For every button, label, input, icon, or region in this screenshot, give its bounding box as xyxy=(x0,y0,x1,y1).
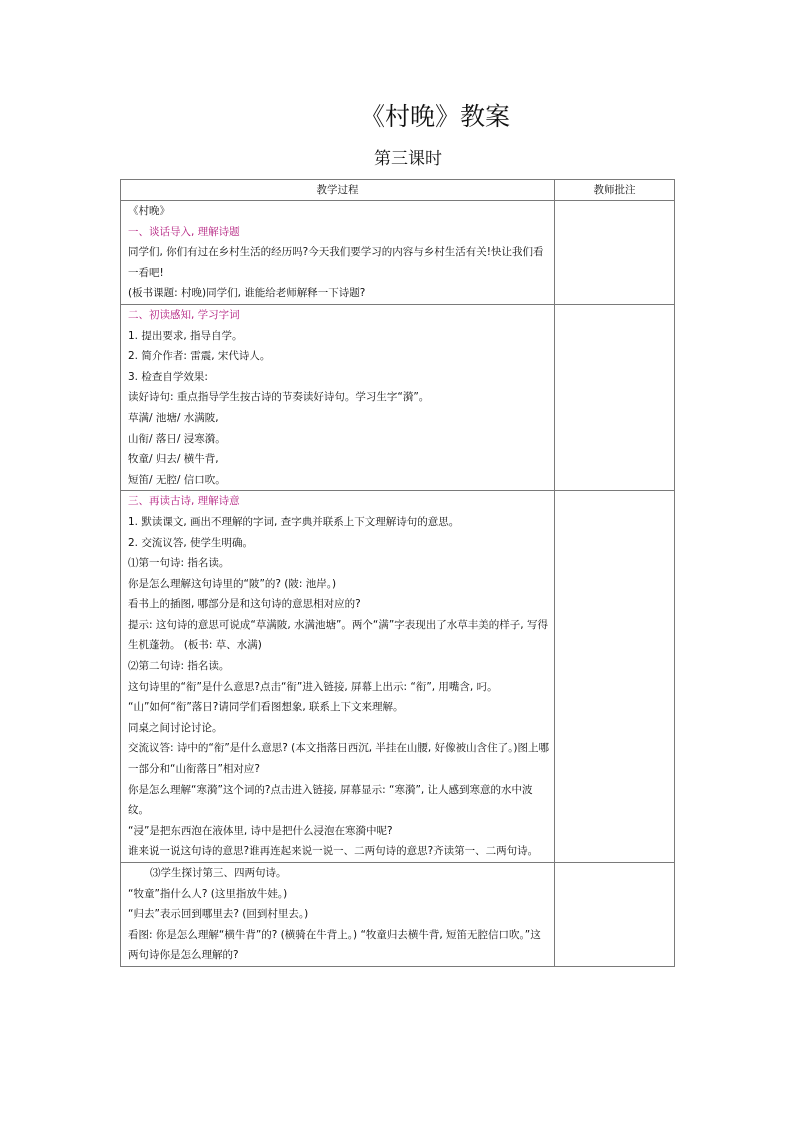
content-line: 看图: 你是怎么理解“横牛背”的? (横骑在牛背上。) “牧童归去横牛背, 短笛无腔信口吹。”这两句诗你是怎么理解的? xyxy=(128,928,541,962)
section-heading: 二、初读感知, 学习字词 xyxy=(128,308,240,321)
content-line: 你是怎么理解“寒漪”这个词的?点击进入链接, 屏幕显示: “寒漪”, 让人感到寒意的水中波纹。 xyxy=(128,783,533,817)
content-line: “牧童”指什么人? (这里指放牛娃。) xyxy=(128,887,288,900)
teacher-notes-cell[interactable] xyxy=(555,304,675,490)
content-line: 山衔/ 落日/ 浸寒漪。 xyxy=(128,432,226,445)
teaching-process-cell xyxy=(121,201,555,305)
teaching-process-cell xyxy=(121,863,555,967)
teacher-notes-cell[interactable] xyxy=(555,491,675,863)
table-row xyxy=(121,863,675,967)
teacher-notes-cell[interactable] xyxy=(555,201,675,305)
content-line: 1. 提出要求, 指导自学。 xyxy=(128,329,243,342)
content-line: 《村晚》 xyxy=(128,205,170,217)
content-line: 提示: 这句诗的意思可说成“草满陂, 水满池塘”。两个“满”字表现出了水草丰美的样子, 写得生机蓬勃。 (板书: 草、水满) xyxy=(128,618,548,652)
content-line: 短笛/ 无腔/ 信口吹。 xyxy=(128,473,226,486)
section-heading: 三、再读古诗, 理解诗意 xyxy=(128,495,240,508)
header-teaching-process: 教学过程 xyxy=(121,180,555,201)
content-line: 交流议答: 诗中的“衔”是什么意思? (本文指落日西沉, 半挂在山腰, 好像被山含住了。)图上哪一部分和“山衔落日”相对应? xyxy=(128,742,549,776)
teaching-process-cell xyxy=(121,491,555,863)
table-body xyxy=(121,201,675,967)
teacher-notes-cell[interactable] xyxy=(555,863,675,967)
content-line: (板书课题: 村晚)同学们, 谁能给老师解释一下诗题? xyxy=(128,287,366,300)
content-line: ⑵第二句诗: 指名读。 xyxy=(128,660,230,673)
content-line: 同学们, 你们有过在乡村生活的经历吗?今天我们要学习的内容与乡村生活有关!快让我们看一看吧! xyxy=(128,246,544,279)
content-line: 牧童/ 归去/ 横牛背, xyxy=(128,453,219,466)
content-line: “浸”是把东西泡在液体里, 诗中是把什么浸泡在寒漪中呢? xyxy=(128,824,393,837)
content-line: “山”如何“衔”落日?请同学们看图想象, 联系上下文来理解。 xyxy=(128,701,404,714)
content-line: 你是怎么理解这句诗里的“陂”的? (陂: 池岸。) xyxy=(128,577,337,590)
content-line: 谁来说一说这句诗的意思?谁再连起来说一说一、二两句诗的意思?齐读第一、二两句诗。 xyxy=(128,845,539,858)
document-title: 《村晚》教案 xyxy=(360,102,511,131)
teaching-process-cell xyxy=(121,304,555,490)
content-line: 看书上的插图, 哪部分是和这句诗的意思相对应的? xyxy=(128,598,361,611)
table-row xyxy=(121,304,675,490)
content-line: 2. 交流议答, 使学生明确。 xyxy=(128,536,254,549)
content-line: 这句诗里的“衔”是什么意思?点击“衔”进入链接, 屏幕上出示: “衔”, 用嘴含, 叼。 xyxy=(128,680,498,693)
document-subtitle: 第三课时 xyxy=(374,149,442,169)
header-teacher-notes: 教师批注 xyxy=(555,180,675,201)
content-line: “归去”表示回到哪里去? (回到村里去。) xyxy=(128,908,309,921)
table-row xyxy=(121,491,675,863)
content-line: 读好诗句: 重点指导学生按古诗的节奏读好诗句。学习生字“漪”。 xyxy=(128,391,430,404)
lesson-plan-table xyxy=(120,179,675,967)
content-line: 1. 默读课文, 画出不理解的字词, 查字典并联系上下文理解诗句的意思。 xyxy=(128,515,460,528)
content-line: 2. 简介作者: 雷震, 宋代诗人。 xyxy=(128,350,271,363)
table-row xyxy=(121,201,675,305)
table-header-row xyxy=(121,180,675,201)
content-line: ⑴第一句诗: 指名读。 xyxy=(128,557,230,570)
section-heading: 一、谈话导入, 理解诗题 xyxy=(128,225,240,238)
content-line: 同桌之间讨论讨论。 xyxy=(128,721,223,734)
content-line: ⑶学生探讨第三、四两句诗。 xyxy=(150,867,287,879)
content-line: 草满/ 池塘/ 水满陂, xyxy=(128,411,219,424)
content-line: 3. 检查自学效果: xyxy=(128,370,208,383)
